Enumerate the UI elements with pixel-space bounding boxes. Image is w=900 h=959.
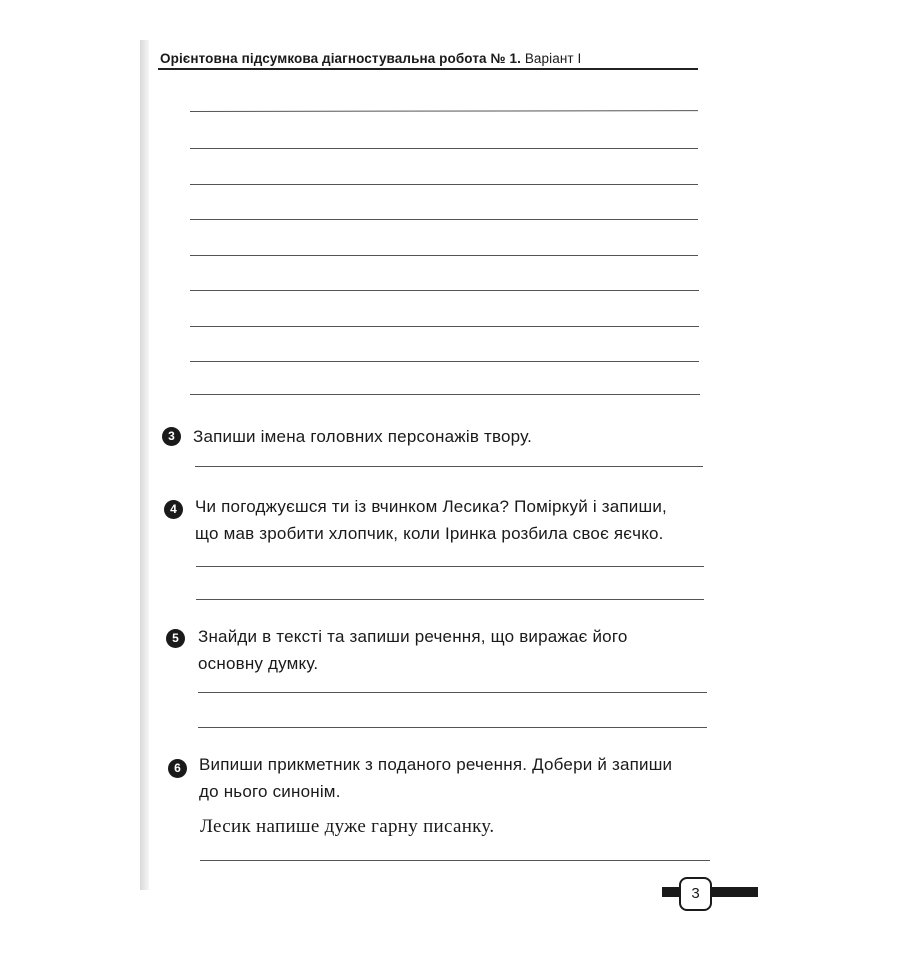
answer-line[interactable] bbox=[196, 599, 704, 600]
task-5-line-1: Знайди в тексті та запиши речення, що виражає його bbox=[198, 627, 628, 646]
task-6-number-badge: 6 bbox=[168, 759, 187, 778]
task-3-number-badge: 3 bbox=[162, 427, 181, 446]
task-4-line-1: Чи погоджуєшся ти із вчинком Лесика? Поміркуй і запиши, bbox=[195, 497, 667, 516]
answer-line[interactable] bbox=[190, 184, 698, 185]
header-title: Орієнтовна підсумкова діагностувальна робота № 1. bbox=[160, 51, 521, 66]
task-6-line-2: до нього синонім. bbox=[199, 782, 341, 801]
header-variant: Варіант І bbox=[524, 51, 582, 66]
page-header bbox=[160, 51, 581, 66]
page-footer-bar-right bbox=[708, 887, 758, 897]
answer-line[interactable] bbox=[190, 255, 698, 256]
page-edge-shadow bbox=[140, 40, 149, 890]
answer-line[interactable] bbox=[196, 566, 704, 567]
answer-line[interactable] bbox=[190, 290, 699, 291]
answer-line[interactable] bbox=[198, 692, 707, 693]
task-5-number-badge: 5 bbox=[166, 629, 185, 648]
task-6-line-1: Випиши прикметник з поданого речення. Добери й запиши bbox=[199, 755, 673, 774]
task-3-line-1: Запиши імена головних персонажів твору. bbox=[193, 427, 533, 446]
answer-line[interactable] bbox=[195, 466, 703, 467]
answer-line[interactable] bbox=[190, 394, 700, 395]
answer-line[interactable] bbox=[190, 326, 699, 327]
answer-line[interactable] bbox=[190, 110, 698, 112]
answer-line[interactable] bbox=[198, 727, 707, 728]
task-3-text bbox=[193, 423, 532, 450]
task-5-line-2: основну думку. bbox=[198, 654, 319, 673]
task-4-line-2: що мав зробити хлопчик, коли Іринка розбила своє яєчко. bbox=[195, 524, 664, 543]
answer-line[interactable] bbox=[190, 219, 698, 220]
task-6-example-sentence: Лесик напише дуже гарну писанку. bbox=[200, 816, 495, 837]
task-4-number-badge: 4 bbox=[164, 500, 183, 519]
answer-line[interactable] bbox=[190, 148, 698, 149]
header-rule bbox=[158, 68, 698, 70]
page-number: 3 bbox=[679, 877, 712, 911]
task-5-text bbox=[198, 623, 628, 677]
task-6-text bbox=[199, 751, 672, 805]
task-4-text bbox=[195, 493, 667, 547]
answer-line[interactable] bbox=[190, 361, 699, 362]
answer-line[interactable] bbox=[200, 860, 710, 861]
